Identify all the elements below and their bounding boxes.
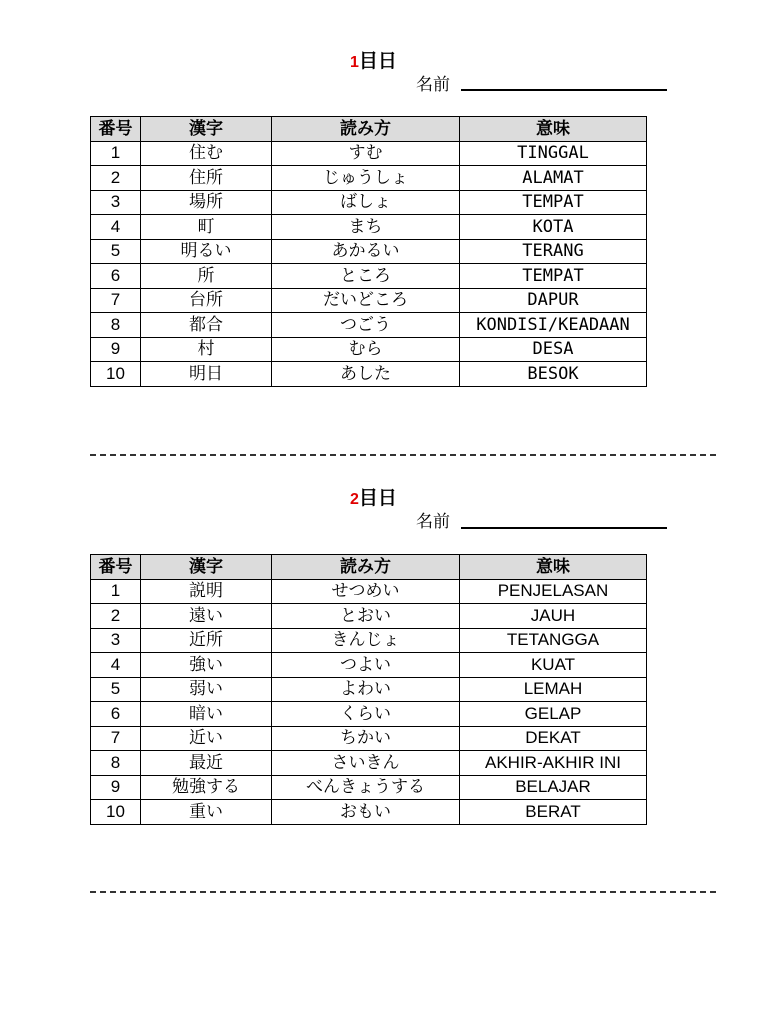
cut-line-2 (90, 891, 716, 893)
cell-reading: さいきん (272, 751, 460, 776)
table-row (91, 190, 647, 215)
cell-reading: きんじょ (272, 628, 460, 653)
cell-meaning: LEMAH (460, 677, 647, 702)
cell-kanji: 遠い (141, 604, 272, 629)
cell-kanji: 明るい (141, 239, 272, 264)
cell-reading: くらい (272, 702, 460, 727)
header-meaning: 意味 (460, 117, 647, 142)
cell-meaning: JAUH (460, 604, 647, 629)
cut-line-1 (90, 454, 716, 456)
header-number: 番号 (91, 117, 141, 142)
day1-title-number: 1 (350, 54, 359, 71)
cell-reading: よわい (272, 677, 460, 702)
cell-kanji: 暗い (141, 702, 272, 727)
day2-vocab-table (90, 554, 647, 825)
day1-name-field[interactable] (461, 89, 667, 91)
day2-name-field[interactable] (461, 527, 667, 529)
cell-reading: おもい (272, 800, 460, 825)
cell-number: 4 (91, 653, 141, 678)
cell-kanji: 近所 (141, 628, 272, 653)
cell-kanji: 住所 (141, 166, 272, 191)
cell-number: 2 (91, 604, 141, 629)
table-header-row (91, 117, 647, 142)
header-number: 番号 (91, 555, 141, 580)
cell-reading: ばしょ (272, 190, 460, 215)
cell-kanji: 明日 (141, 362, 272, 387)
cell-reading: つごう (272, 313, 460, 338)
cell-reading: じゅうしょ (272, 166, 460, 191)
cell-reading: べんきょうする (272, 775, 460, 800)
day2-title-number: 2 (350, 491, 359, 508)
cell-number: 9 (91, 775, 141, 800)
cell-reading: せつめい (272, 579, 460, 604)
cell-kanji: 説明 (141, 579, 272, 604)
cell-number: 7 (91, 288, 141, 313)
day1-title-text: 目日 (358, 50, 397, 72)
cell-number: 7 (91, 726, 141, 751)
cell-kanji: 最近 (141, 751, 272, 776)
cell-meaning: GELAP (460, 702, 647, 727)
cell-reading: あかるい (272, 239, 460, 264)
cell-number: 5 (91, 677, 141, 702)
table-row (91, 775, 647, 800)
cell-meaning: BERAT (460, 800, 647, 825)
cell-meaning: PENJELASAN (460, 579, 647, 604)
table-row (91, 288, 647, 313)
cell-reading: とおい (272, 604, 460, 629)
table-row (91, 215, 647, 240)
day1-vocab-table (90, 116, 647, 387)
cell-reading: すむ (272, 141, 460, 166)
table-row (91, 702, 647, 727)
cell-number: 10 (91, 800, 141, 825)
cell-kanji: 場所 (141, 190, 272, 215)
table-row (91, 239, 647, 264)
cell-meaning: KOTA (460, 215, 647, 240)
cell-number: 8 (91, 313, 141, 338)
cell-number: 9 (91, 337, 141, 362)
cell-number: 5 (91, 239, 141, 264)
header-reading: 読み方 (272, 117, 460, 142)
cell-number: 8 (91, 751, 141, 776)
table-row (91, 604, 647, 629)
cell-number: 1 (91, 579, 141, 604)
cell-number: 3 (91, 190, 141, 215)
header-kanji: 漢字 (141, 117, 272, 142)
table-row (91, 166, 647, 191)
header-meaning: 意味 (460, 555, 647, 580)
cell-reading: ところ (272, 264, 460, 289)
day1-name-label: 名前 (416, 75, 450, 95)
table-row (91, 579, 647, 604)
cell-kanji: 都合 (141, 313, 272, 338)
cell-reading: むら (272, 337, 460, 362)
table-row (91, 628, 647, 653)
cell-kanji: 勉強する (141, 775, 272, 800)
cell-kanji: 弱い (141, 677, 272, 702)
cell-number: 6 (91, 264, 141, 289)
cell-number: 4 (91, 215, 141, 240)
cell-meaning: DEKAT (460, 726, 647, 751)
cell-kanji: 町 (141, 215, 272, 240)
cell-meaning: DESA (460, 337, 647, 362)
cell-number: 1 (91, 141, 141, 166)
cell-kanji: 住む (141, 141, 272, 166)
table-row (91, 313, 647, 338)
cell-number: 10 (91, 362, 141, 387)
cell-meaning: ALAMAT (460, 166, 647, 191)
table-row (91, 141, 647, 166)
table-row (91, 726, 647, 751)
cell-meaning: TERANG (460, 239, 647, 264)
cell-number: 2 (91, 166, 141, 191)
cell-meaning: AKHIR-AKHIR INI (460, 751, 647, 776)
day1-title (350, 46, 420, 73)
cell-number: 3 (91, 628, 141, 653)
cell-kanji: 近い (141, 726, 272, 751)
header-kanji: 漢字 (141, 555, 272, 580)
cell-kanji: 重い (141, 800, 272, 825)
cell-number: 6 (91, 702, 141, 727)
cell-meaning: DAPUR (460, 288, 647, 313)
cell-meaning: BESOK (460, 362, 647, 387)
cell-meaning: TEMPAT (460, 264, 647, 289)
cell-kanji: 台所 (141, 288, 272, 313)
table-row (91, 751, 647, 776)
table-row (91, 337, 647, 362)
cell-reading: あした (272, 362, 460, 387)
day2-name-label: 名前 (416, 512, 450, 532)
day2-title-text: 目日 (358, 487, 397, 509)
table-row (91, 653, 647, 678)
cell-reading: だいどころ (272, 288, 460, 313)
cell-kanji: 強い (141, 653, 272, 678)
cell-meaning: TEMPAT (460, 190, 647, 215)
cell-reading: つよい (272, 653, 460, 678)
cell-meaning: TETANGGA (460, 628, 647, 653)
cell-meaning: TINGGAL (460, 141, 647, 166)
cell-reading: ちかい (272, 726, 460, 751)
day2-title (350, 483, 420, 510)
table-row (91, 677, 647, 702)
table-row (91, 264, 647, 289)
cell-meaning: BELAJAR (460, 775, 647, 800)
cell-reading: まち (272, 215, 460, 240)
cell-meaning: KUAT (460, 653, 647, 678)
header-reading: 読み方 (272, 555, 460, 580)
cell-kanji: 所 (141, 264, 272, 289)
cell-meaning: KONDISI/KEADAAN (460, 313, 647, 338)
table-header-row (91, 555, 647, 580)
cell-kanji: 村 (141, 337, 272, 362)
table-row (91, 800, 647, 825)
table-row (91, 362, 647, 387)
